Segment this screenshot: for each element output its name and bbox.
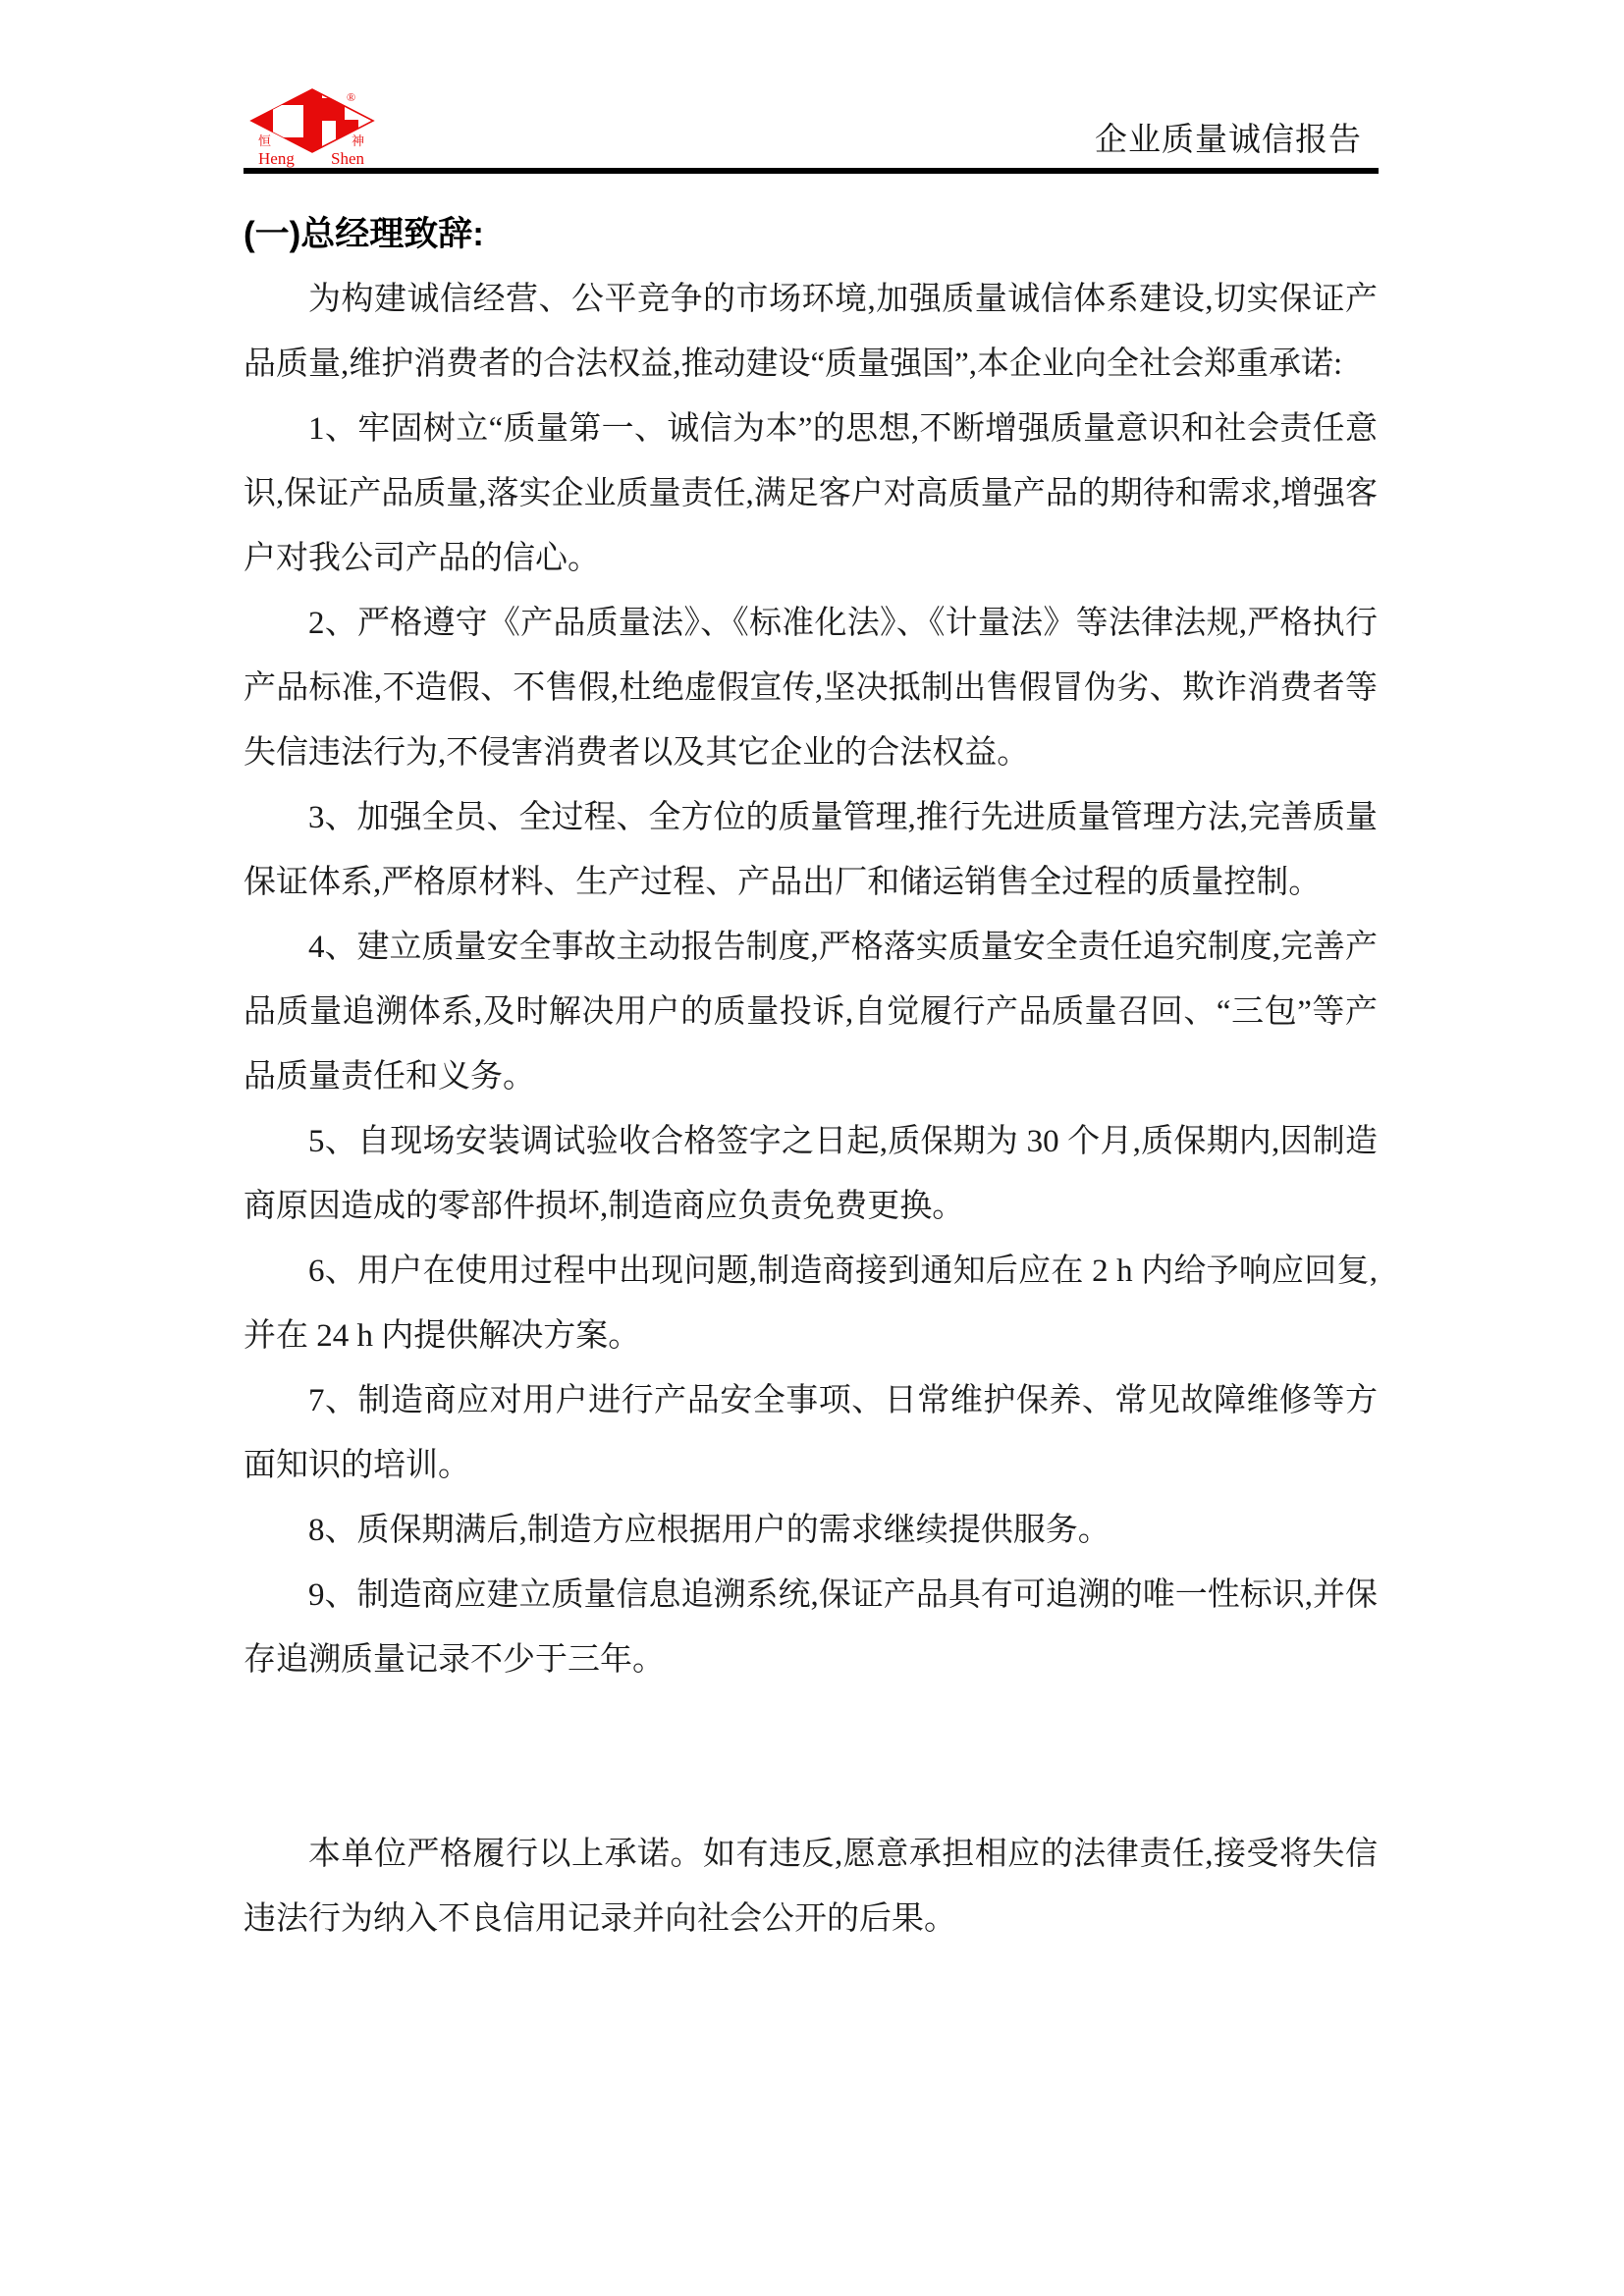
header — [244, 119, 1378, 162]
registered-mark: ® — [347, 90, 356, 104]
paragraph-item-6: 6、用户在使用过程中出现问题,制造商接到通知后应在 2 h 内给予响应回复,并在 24 h 内提供解决方案。 — [244, 1254, 1378, 1354]
logo-latin-shen: Shen — [331, 149, 364, 168]
section-title: (一)总经理致辞: — [244, 215, 484, 253]
paragraph-item-2: 2、严格遵守《产品质量法》、《标准化法》、《计量法》等法律法规,严格执行产品标准,不造假、不售假,杜绝虚假宣传,坚决抵制出售假冒伪劣、欺诈消费者等失信违法行为,不侵害消费者以及其它企业的合法权益。 — [244, 606, 1378, 771]
paragraph-intro: 为构建诚信经营、公平竞争的市场环境,加强质量诚信体系建设,切实保证产品质量,维护消费者的合法权益,推动建设“质量强国”,本企业向全社会郑重承诺: — [244, 282, 1378, 382]
logo-latin-heng: Heng — [258, 149, 295, 168]
header-rule — [244, 168, 1379, 174]
paragraph-item-1: 1、牢固树立“质量第一、诚信为本”的思想,不断增强质量意识和社会责任意识,保证产品质量,落实企业质量责任,满足客户对高质量产品的期待和需求,增强客户对我公司产品的信心。 — [244, 411, 1378, 576]
paragraph-item-3: 3、加强全员、全过程、全方位的质量管理,推行先进质量管理方法,完善质量保证体系,严格原材料、生产过程、产品出厂和储运销售全过程的质量控制。 — [244, 800, 1378, 900]
closing-paragraph: 本单位严格履行以上承诺。如有违反,愿意承担相应的法律责任,接受将失信违法行为纳入不良信用记录并向社会公开的后果。 — [244, 1837, 1378, 1937]
paragraph-item-9: 9、制造商应建立质量信息追溯系统,保证产品具有可追溯的唯一性标识,并保存追溯质量记录不少于三年。 — [244, 1577, 1378, 1678]
logo-hanzi-shen: 神 — [352, 133, 365, 148]
paragraph-item-4: 4、建立质量安全事故主动报告制度,严格落实质量安全责任追究制度,完善产品质量追溯体系,及时解决用户的质量投诉,自觉履行产品质量召回、“三包”等产品质量责任和义务。 — [244, 930, 1378, 1095]
logo-hanzi-heng: 恒 — [258, 133, 272, 148]
paragraph-item-5: 5、自现场安装调试验收合格签字之日起,质保期为 30 个月,质保期内,因制造商原因造成的零部件损坏,制造商应负责免费更换。 — [244, 1124, 1378, 1224]
h-upper-block — [322, 98, 345, 121]
paragraph-item-8: 8、质保期满后,制造方应根据用户的需求继续提供服务。 — [308, 1513, 1110, 1548]
main-content — [244, 202, 1378, 1951]
paragraph-item-7: 7、制造商应对用户进行产品安全事项、日常维护保养、常见故障维修等方面知识的培训。 — [244, 1383, 1378, 1483]
document-header-title: 企业质量诚信报告 — [1095, 123, 1362, 158]
